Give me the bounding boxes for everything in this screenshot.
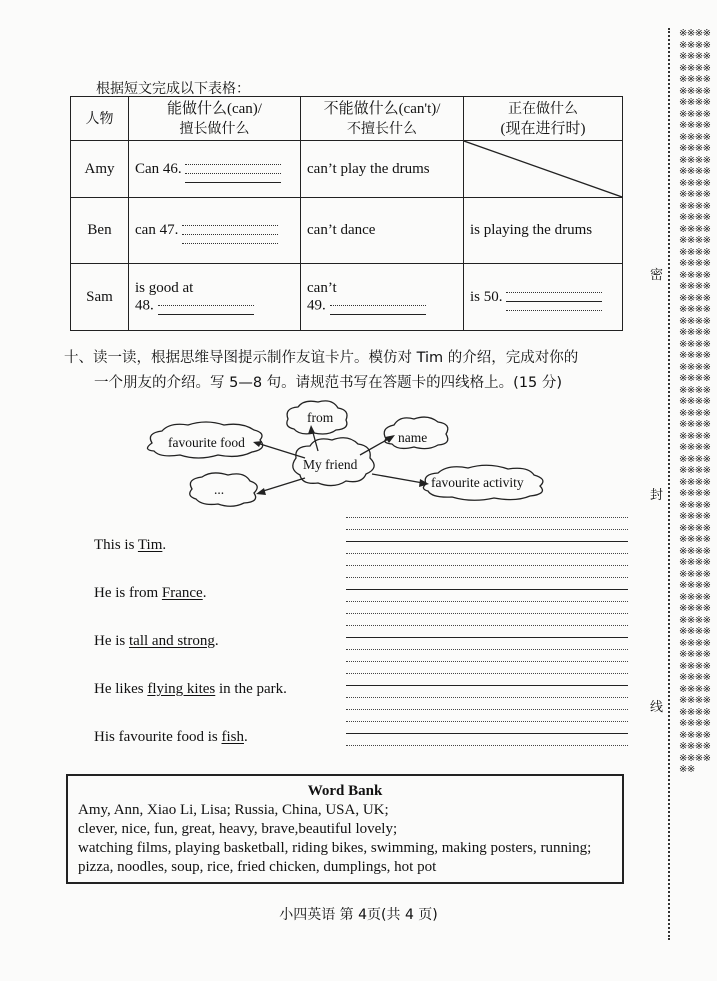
arrowhead-name [385,435,395,443]
binding-label-seal: 密 [650,262,663,285]
can-cell [129,141,301,198]
instruction-line-1: 十、读一读，根据思维导图提示制作友谊卡片。模仿对 Tim 的介绍，完成对你的 [64,350,579,366]
word-bank-line: clever, nice, fun, great, heavy, brave,beautiful lovely; [78,821,398,837]
connector-more [260,478,305,492]
answer-blank-50[interactable] [506,284,602,311]
binding-dotted-line [668,28,670,940]
can-prompt-top: is good at [135,279,194,296]
node-from: from [307,410,334,425]
binding-label-closed: 封 [650,482,663,505]
cant-cell [301,264,464,331]
header-cant: 不能做什么(can't)/ 不擅长什么 [301,97,464,141]
sample-sentence: He is from France. [94,585,207,601]
node-favourite-food: favourite food [168,435,245,450]
writing-lines[interactable] [346,698,628,746]
can-prompt: can 47. [135,221,179,238]
cant-cell: can’t dance [301,198,464,264]
row-name: Amy [71,141,129,198]
binding-label-line: 线 [650,694,663,717]
cant-prompt: 49. [307,296,326,313]
header-can: 能做什么(can)/ 擅长做什么 [129,97,301,141]
header-doing: 正在做什么 (现在进行时) [464,97,623,141]
sample-sentence: He likes flying kites in the park. [94,681,287,697]
table-row [71,141,623,198]
node-name: name [398,430,428,445]
sample-sentence: This is Tim. [94,537,167,553]
diagonal-line [464,141,622,197]
can-prompt: Can 46. [135,160,182,177]
binding-pattern: ※※※※※※※※※※※※※※※※※※※※※※※※※※※※※※※※※※※※※※※※※※※※※※※※※※※※※※※※※※※※※※※※※※※※※※※※※※※※※※※※※※※※※※※※※※※※※※※※※※※※※※※※※※※※※※※※※※※※※※※※※※※※※※※※※※※※※※※※※※※※※※※※※※※※※※※※※※※※※※※※※※※※※※※※※※※※※※※※※※※※※※※※※※※※※※※※※※※※※※※※※※※※※※※※※※※※※※※※※※※※※※※※※※※※※※※※※※※※※※※※※※※※※※※※※※※※※※※※※※ [679,28,711,775]
table-row [71,264,623,331]
word-bank-line: Amy, Ann, Xiao Li, Lisa; Russia, China, USA, UK; [78,802,389,818]
word-bank-title: Word Bank [307,783,383,799]
node-more: ... [214,482,225,497]
sample-sentence: He is tall and strong. [94,633,219,649]
writing-lines[interactable] [346,506,628,554]
info-table [70,96,623,331]
row-name: Ben [71,198,129,264]
section-ten-instruction [64,346,644,396]
word-bank-line: pizza, noodles, soup, rice, fried chicken, dumplings, hot pot [78,859,437,875]
connector-activity [372,474,423,483]
instruction-line-2: 一个朋友的介绍。写 5—8 句。请规范书写在答题卡的四线格上。(15 分) [94,375,563,391]
doing-cell [464,264,623,331]
page-footer: 小四英语 第 4页(共 4 页) [279,907,438,923]
node-favourite-activity: favourite activity [431,475,524,490]
cant-cell: can’t play the drums [301,141,464,198]
row-name: Sam [71,264,129,331]
writing-lines[interactable] [346,554,628,602]
sample-sentence: His favourite food is fish. [94,729,248,745]
answer-blank-46[interactable] [185,156,281,183]
doing-cell: is playing the drums [464,198,623,264]
table-row [71,198,623,264]
word-bank [66,774,624,884]
can-prompt: 48. [135,296,154,313]
answer-blank-49[interactable] [330,297,426,315]
mind-map [140,398,560,518]
cant-prompt-top: can’t [307,279,337,296]
can-cell [129,198,301,264]
doing-prompt: is 50. [470,288,503,305]
writing-lines[interactable] [346,602,628,650]
answer-blank-48[interactable] [158,297,254,315]
crossed-cell [464,141,623,198]
header-person: 人物 [71,97,129,141]
writing-lines[interactable] [346,650,628,698]
table-instruction: 根据短文完成以下表格： [96,81,250,97]
can-cell [129,264,301,331]
answer-blank-47[interactable] [182,217,278,244]
word-bank-line: watching films, playing basketball, riding bikes, swimming, making posters, running; [78,840,592,856]
arrowhead-from [308,425,315,434]
mind-map-center: My friend [303,457,358,472]
